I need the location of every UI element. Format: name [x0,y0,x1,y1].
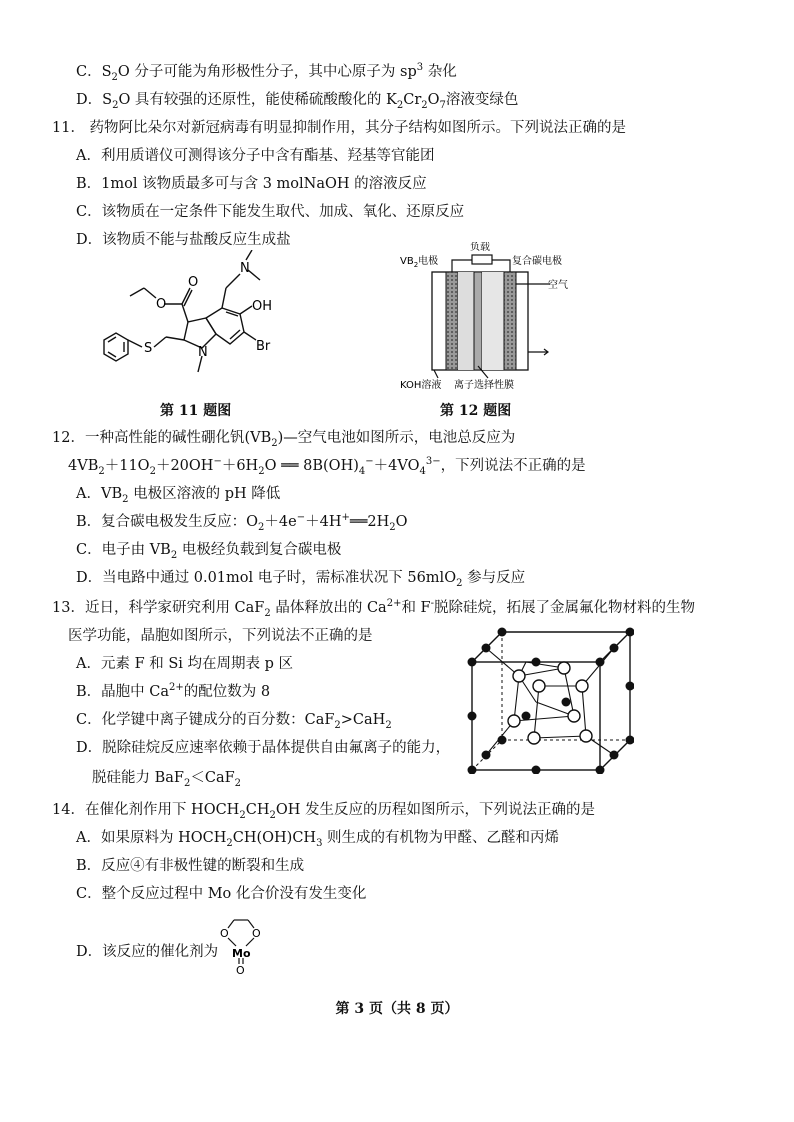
q10-option-d: D．$S_2O$ 具有较强的还原性，能使稀硫酸酸化的 $K_2Cr_2O_7$溶液变绿色 [76,92,519,111]
q10-option-c: C．$S_2O$ 分子可能为角形极性分子，其中心原子为 $sp^3$ 杂化 [76,62,457,83]
q13-option-d-line2: 脱硅能力 BaF$_2$＜CaF$_2$ [92,770,242,789]
q14-stem: 14．在催化剂作用下 $HOCH_2CH_2OH$ 发生反应的历程如图所示，下列说法正确的是 [52,802,595,821]
q11-atom-o-ether: O [156,297,167,312]
q12-equation: $4VB_2+11O_2+20OH^-+6H_2O$ ══ $8B(OH)_4^-+4VO_4^{3-}$，下列说法不正确的是 [68,456,586,477]
q11-molecule-structure [80,250,310,390]
q12-label-composite-electrode: 复合碳电极 [512,256,562,267]
q11-atom-br: Br [256,339,271,354]
q12-label-vb2: $VB_2$电极 [400,256,439,269]
q14-atom-mo: Mo [232,947,251,960]
q11-caption: 第 11 题图 [160,403,232,419]
q11-stem: 11． 药物阿比朵尔对新冠病毒有明显抑制作用，其分子结构如图所示。下列说法正确的是 [52,120,627,136]
q12-stem-line1: 12．一种高性能的碱性硼化钒$(VB_2)—$空气电池如图所示，电池总反应为 [52,430,516,449]
q13-crystal-cell-diagram [464,626,634,774]
q13-option-d-line1: D．脱除硅烷反应速率依赖于晶体提供自由氟离子的能力， [76,740,451,756]
q14-option-d: D．该反应的催化剂为 [76,944,219,960]
q11-atom-s: S [144,341,153,356]
q12-option-b: B．复合碳电极发生反应：$O_2+4e^-+4H^+══2H_2O$ [76,512,408,533]
q11-atom-oh: OH [252,299,273,314]
q12-label-membrane: 离子选择性膜 [454,380,514,391]
q12-option-a: A．$VB_2$ 电极区溶液的 pH 降低 [76,486,281,505]
q11-atom-n-amine: N [240,261,250,276]
q12-battery-diagram [398,242,588,392]
q12-option-d: D．当电路中通过 0.01mol 电子时，需标准状况下 56mlO$_2$ 参与反应 [76,570,526,589]
q12-option-c: C．电子由 $VB_2$ 电极经负载到复合碳电极 [76,542,342,561]
q13-option-b: B．晶胞中 $Ca^{2+}$的配位数为 8 [76,682,271,700]
q14-atom-o-right: O [252,927,261,940]
q11-atom-n-ring: N [198,345,208,360]
q13-option-c: C．化学键中离子键成分的百分数：CaF$_2$>CaH$_2$ [76,712,392,731]
q14-option-a: A．如果原料为 $HOCH_2CH(OH)CH_3$ 则生成的有机物为甲醛、乙醛和丙烯 [76,830,560,849]
q11-option-d: D．该物质不能与盐酸反应生成盐 [76,232,291,248]
q14-atom-o-bottom: O [236,964,245,976]
q14-option-c: C．整个反应过程中 Mo 化合价没有发生变化 [76,886,367,902]
q11-option-a: A．利用质谱仪可测得该分子中含有酯基、羟基等官能团 [76,148,435,164]
page-footer: 第 3 页（共 8 页） [335,1001,459,1017]
q14-option-b: B．反应④有非极性键的断裂和生成 [76,858,305,874]
q12-caption: 第 12 题图 [440,403,512,419]
q12-label-air: 空气 [548,280,568,291]
q11-atom-o-carbonyl: O [188,275,199,290]
q12-label-load: 负载 [470,242,490,253]
q13-stem-line2: 医学功能，晶胞如图所示，下列说法不正确的是 [68,628,373,644]
q13-option-a: A．元素 F 和 Si 均在周期表 p 区 [76,656,294,672]
q11-option-b: B．1mol 该物质最多可与含 3 molNaOH 的溶液反应 [76,176,427,192]
q14-catalyst-structure [214,914,270,976]
q13-stem-line1: 13．近日，科学家研究利用 CaF$_2$ 晶体释放出的 $Ca^{2+}$和 F-脱除硅烷，拓展了金属氟化物材料的生物 [52,598,696,619]
q14-atom-o-left: O [220,927,229,940]
q12-label-koh: KOH溶液 [400,380,442,391]
q11-option-c: C．该物质在一定条件下能发生取代、加成、氧化、还原反应 [76,204,465,220]
